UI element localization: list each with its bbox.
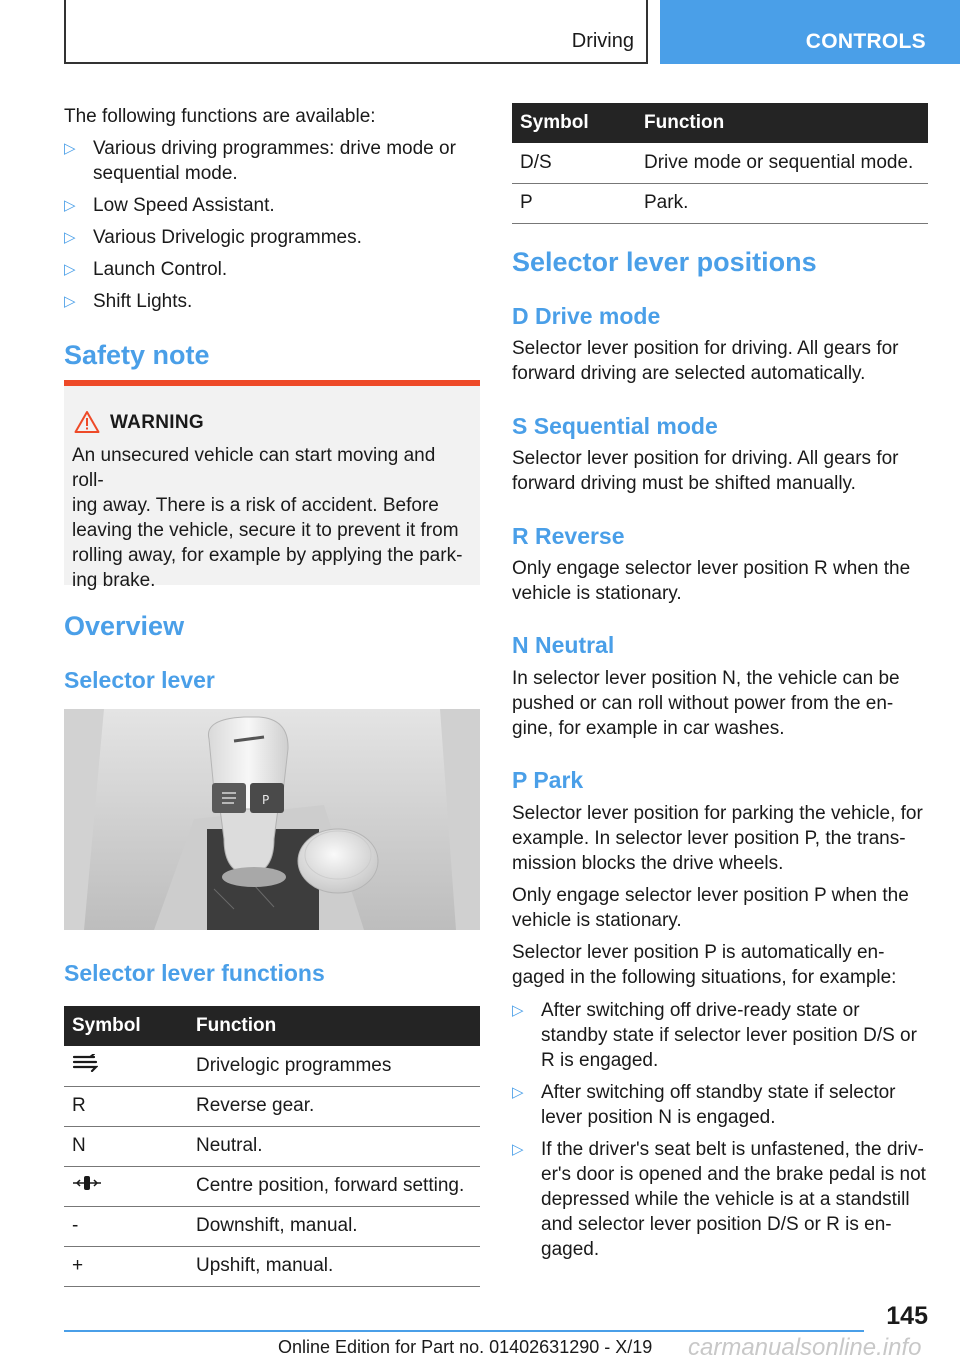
neutral-text: In selector lever position N, the vehicle can be pushed or can roll without power from the en- gine, for example in car washes. bbox=[512, 668, 900, 739]
sequential-mode-text: Selector lever position for driving. All gears for forward driving must be shifted manually. bbox=[512, 448, 899, 494]
function-cell: Downshift, manual. bbox=[188, 1206, 480, 1246]
table-header-row bbox=[512, 103, 928, 143]
warning-triangle-icon bbox=[74, 410, 100, 434]
drive-mode-text: Selector lever position for driving. All gears for forward driving are selected automatically. bbox=[512, 338, 899, 384]
function-cell: Drive mode or sequential mode. bbox=[636, 143, 928, 183]
park-list-item: ▷ After switching off drive-ready state or standby state if selector lever position D/S or R is engaged. bbox=[512, 1000, 917, 1071]
neutral-heading: N Neutral bbox=[512, 632, 615, 658]
symbol-cell: P bbox=[512, 183, 636, 223]
symbol-cell: R bbox=[64, 1086, 188, 1126]
symbol-cell: D/S bbox=[512, 143, 636, 183]
function-list-item: ▷ Shift Lights. bbox=[64, 291, 193, 312]
bullet-triangle-icon: ▷ bbox=[64, 229, 76, 246]
selector-lever-heading: Selector lever bbox=[64, 667, 215, 693]
warning-title: WARNING bbox=[110, 412, 204, 433]
park-heading: P Park bbox=[512, 767, 584, 793]
bullet-triangle-icon: ▷ bbox=[512, 1141, 524, 1158]
page-number: 145 bbox=[886, 1302, 928, 1330]
reverse-heading: R Reverse bbox=[512, 523, 625, 549]
function-cell: Reverse gear. bbox=[188, 1086, 480, 1126]
warning-box bbox=[64, 380, 480, 591]
column-header-function: Function bbox=[636, 103, 928, 143]
footer-edition-text: Online Edition for Part no. 01402631290 - X/19 bbox=[278, 1337, 653, 1357]
selector-lever-functions-table bbox=[64, 1006, 480, 1287]
header-section-title: Driving bbox=[571, 30, 634, 52]
function-list-item: ▷ Various Drivelogic programmes. bbox=[64, 227, 362, 248]
centre-position-icon bbox=[72, 1174, 102, 1192]
table-row bbox=[64, 1206, 480, 1246]
selector-lever-functions-heading: Selector lever functions bbox=[64, 960, 325, 986]
table-row bbox=[512, 183, 928, 223]
header-chapter-title: CONTROLS bbox=[805, 30, 926, 53]
safety-note-heading: Safety note bbox=[64, 340, 210, 370]
watermark: carmanualsonline.info bbox=[688, 1334, 922, 1361]
function-cell: Drivelogic programmes bbox=[188, 1046, 480, 1086]
symbol-cell: - bbox=[64, 1206, 188, 1246]
header-section-tab bbox=[64, 0, 648, 64]
function-cell: Upshift, manual. bbox=[188, 1246, 480, 1286]
table-row bbox=[64, 1126, 480, 1166]
park-list-item: ▷ If the driver's seat belt is unfastened, the driv- er's door is opened and the brake pedal is not depressed while the vehicle is at a standstill and selector lever position D/S or R is en- gaged. bbox=[512, 1139, 926, 1260]
symbol-cell: N bbox=[64, 1126, 188, 1166]
table-header-row bbox=[64, 1006, 480, 1046]
symbol-cell bbox=[64, 1046, 188, 1086]
bullet-triangle-icon: ▷ bbox=[512, 1002, 524, 1019]
drive-mode-heading: D Drive mode bbox=[512, 303, 661, 329]
bullet-triangle-icon: ▷ bbox=[64, 140, 76, 157]
column-header-symbol: Symbol bbox=[64, 1006, 188, 1046]
svg-text:P: P bbox=[262, 793, 270, 807]
function-list-item: ▷ Various driving programmes: drive mode or sequential mode. bbox=[64, 138, 456, 184]
function-cell: Neutral. bbox=[188, 1126, 480, 1166]
drivelogic-icon bbox=[72, 1054, 98, 1072]
table-row bbox=[64, 1246, 480, 1286]
park-text-3: Selector lever position P is automatically en- gaged in the following situations, for example: bbox=[512, 942, 897, 988]
overview-heading: Overview bbox=[64, 611, 185, 641]
table-row bbox=[64, 1086, 480, 1126]
bullet-triangle-icon: ▷ bbox=[64, 261, 76, 278]
warning-text: An unsecured vehicle can start moving and roll- ing away. There is a risk of accident. Before leaving the vehicle, secure it to prevent it from rolling away, for example by applying the park- ing brake. bbox=[72, 445, 463, 591]
function-list-item: ▷ Low Speed Assistant. bbox=[64, 195, 275, 216]
intro-text: The following functions are available: bbox=[64, 106, 376, 127]
column-header-function: Function bbox=[188, 1006, 480, 1046]
sequential-mode-heading: S Sequential mode bbox=[512, 413, 718, 439]
selector-lever-image bbox=[64, 709, 480, 930]
selector-positions-table bbox=[512, 103, 928, 224]
park-list-item: ▷ After switching off standby state if selector lever position N is engaged. bbox=[512, 1082, 896, 1128]
table-row bbox=[512, 143, 928, 183]
bullet-triangle-icon: ▷ bbox=[64, 197, 76, 214]
symbol-cell: + bbox=[64, 1246, 188, 1286]
park-text-1: Selector lever position for parking the vehicle, for example. In selector lever position P, the trans- mission blocks the drive wheels. bbox=[512, 803, 923, 874]
function-cell: Park. bbox=[636, 183, 928, 223]
function-list-item: ▷ Launch Control. bbox=[64, 259, 228, 280]
table-row bbox=[64, 1046, 480, 1086]
symbol-cell bbox=[64, 1166, 188, 1206]
reverse-text: Only engage selector lever position R when the vehicle is stationary. bbox=[512, 558, 911, 604]
bullet-triangle-icon: ▷ bbox=[512, 1084, 524, 1101]
function-cell: Centre position, forward setting. bbox=[188, 1166, 480, 1206]
column-header-symbol: Symbol bbox=[512, 103, 636, 143]
table-row bbox=[64, 1166, 480, 1206]
bullet-triangle-icon: ▷ bbox=[64, 293, 76, 310]
footer-divider bbox=[64, 1330, 864, 1332]
header-chapter-tab bbox=[660, 0, 960, 64]
park-text-2: Only engage selector lever position P when the vehicle is stationary. bbox=[512, 885, 909, 931]
selector-lever-positions-heading: Selector lever positions bbox=[512, 247, 817, 277]
